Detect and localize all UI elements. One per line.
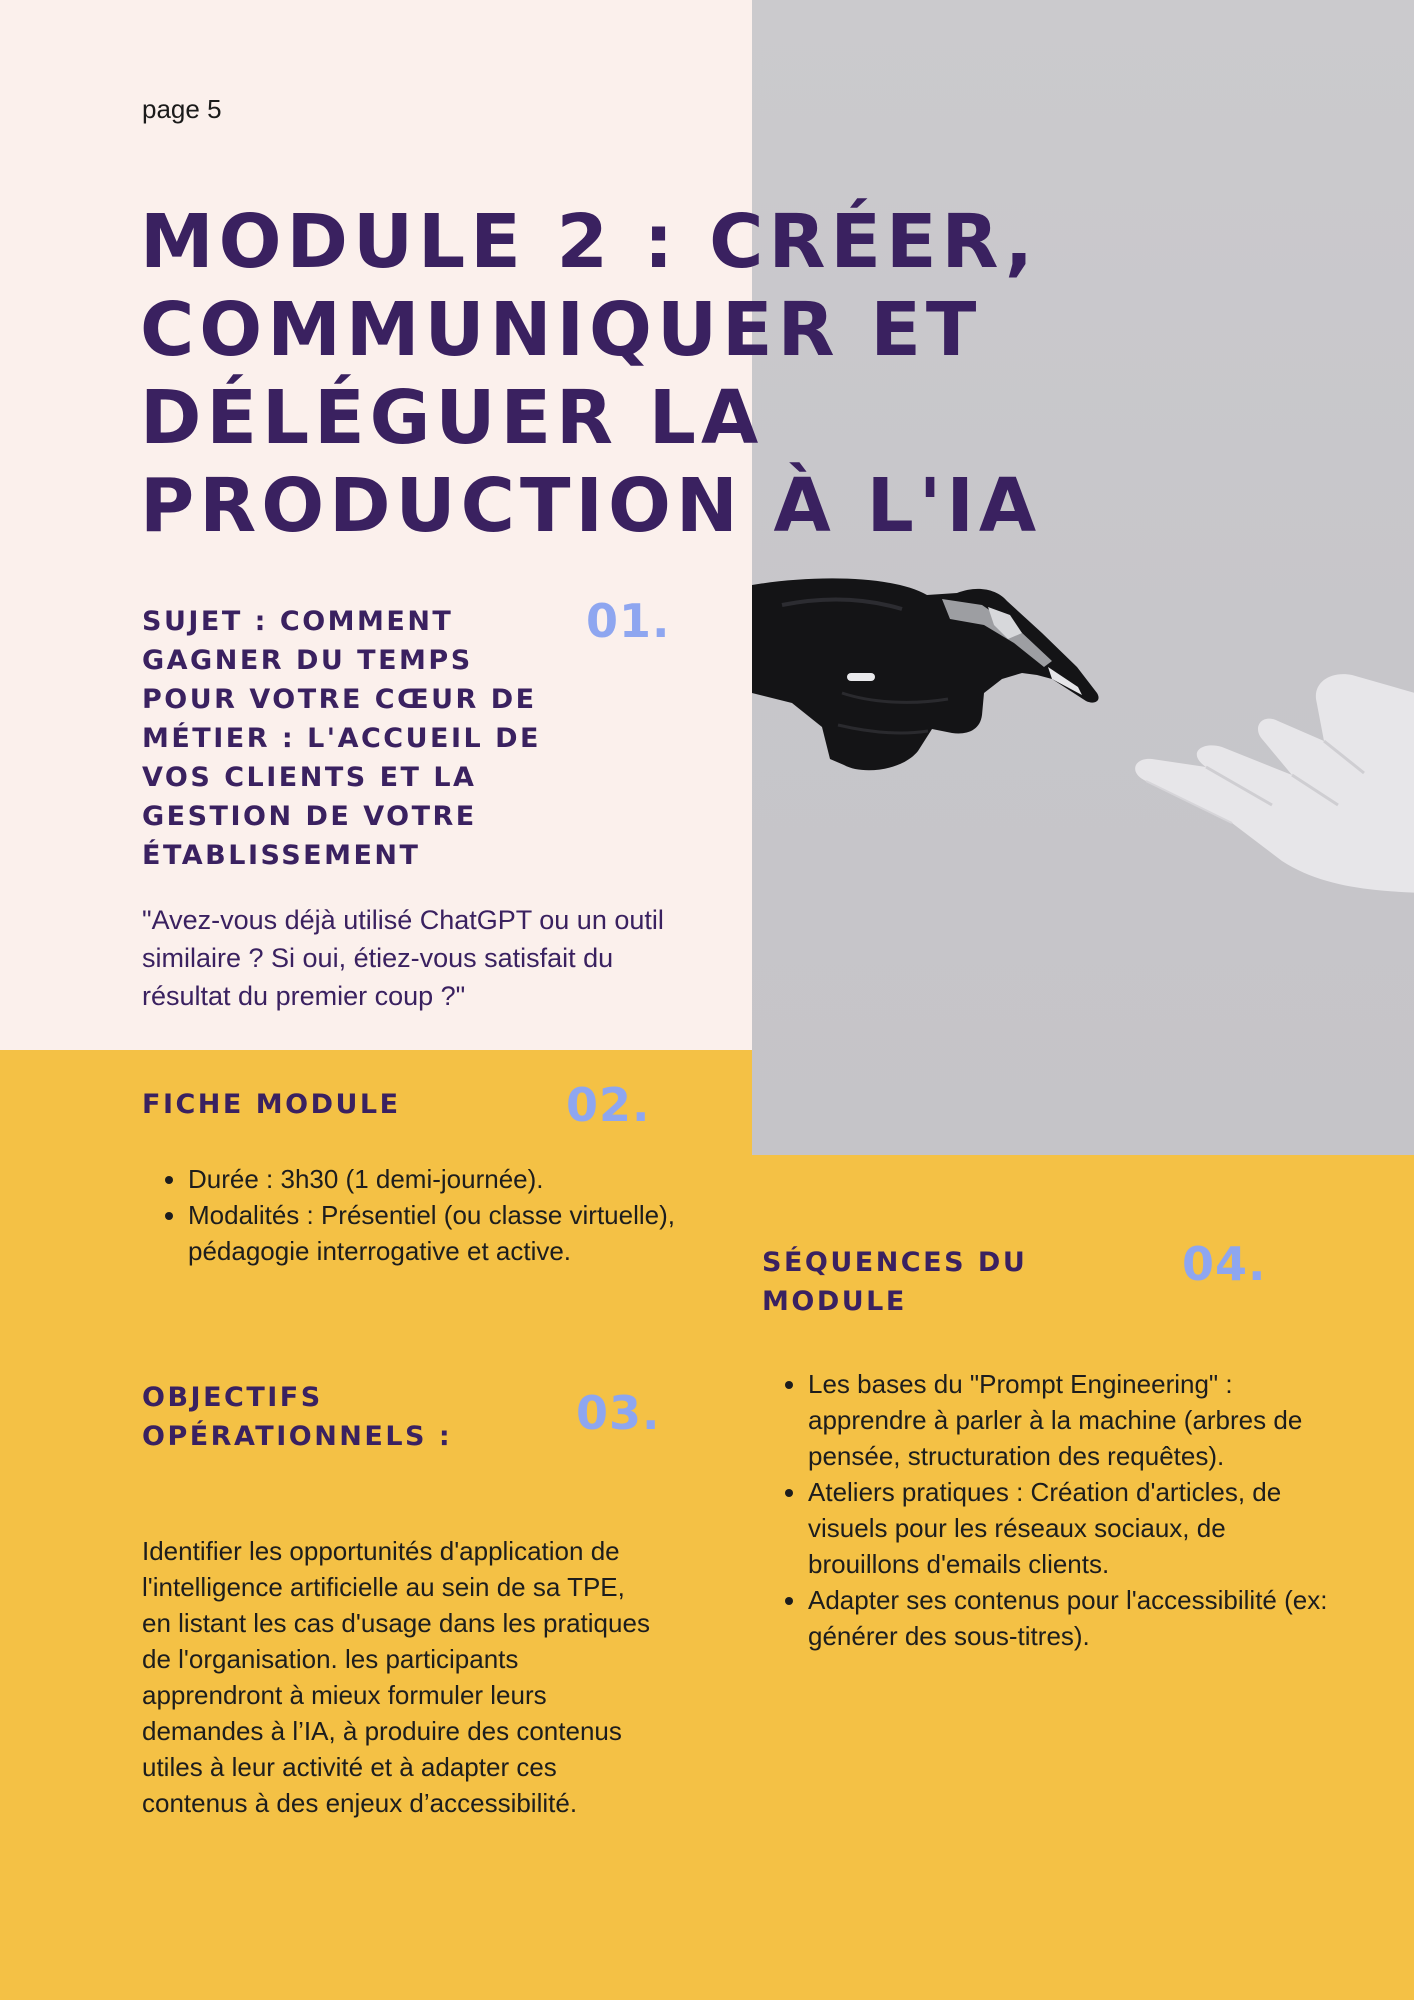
section-number-02: 02. <box>566 1078 651 1132</box>
list-item: • Les bases du "Prompt Engineering" : apprendre à parler à la machine (arbres de pensée, structuration des requêtes). <box>808 1366 1328 1474</box>
fiche-module-heading: FICHE MODULE <box>142 1089 401 1120</box>
objectifs-text: Identifier les opportunités d'application de l'intelligence artificielle au sein de sa TPE, en listant les cas d'usage dans les pratiques de l'organisation. les participants apprendront à mieux formuler leurs demandes à l’IA, à produire des contenus utiles à leur activité et à adapter ces contenus à des enjeux d’accessibilité. <box>142 1536 650 1818</box>
sequences-list <box>762 1366 1328 1654</box>
section-number-04: 04. <box>1182 1237 1267 1291</box>
list-item: • Durée : 3h30 (1 demi-journée). <box>188 1161 694 1197</box>
robot-hand-image <box>752 575 1112 785</box>
human-hand-image <box>1102 655 1414 955</box>
subject-heading: SUJET : COMMENT GAGNER DU TEMPS POUR VOTRE CŒUR DE MÉTIER : L'ACCUEIL DE VOS CLIENTS ET LA GESTION DE VOTRE ÉTABLISSEMENT <box>142 606 541 871</box>
page-title: MODULE 2 : CRÉER, COMMUNIQUER ET DÉLÉGUER LA PRODUCTION À L'IA <box>140 199 1042 549</box>
hands-photo <box>752 0 1414 1155</box>
fiche-module-list <box>142 1161 694 1269</box>
section-number-01: 01. <box>586 594 671 648</box>
list-item: • Adapter ses contenus pour l'accessibilité (ex: générer des sous-titres). <box>808 1582 1328 1654</box>
list-item: • Ateliers pratiques : Création d'articles, de visuels pour les réseaux sociaux, de brouillons d'emails clients. <box>808 1474 1328 1582</box>
sequences-heading: SÉQUENCES DU MODULE <box>762 1247 1028 1317</box>
section-number-03: 03. <box>576 1386 661 1440</box>
subject-quote: "Avez-vous déjà utilisé ChatGPT ou un outil similaire ? Si oui, étiez-vous satisfait du résultat du premier coup ?" <box>142 905 664 1011</box>
page-number: page 5 <box>142 94 222 124</box>
list-item: • Modalités : Présentiel (ou classe virtuelle), pédagogie interrogative et active. <box>188 1197 694 1269</box>
objectifs-heading: OBJECTIFS OPÉRATIONNELS : <box>142 1382 453 1452</box>
